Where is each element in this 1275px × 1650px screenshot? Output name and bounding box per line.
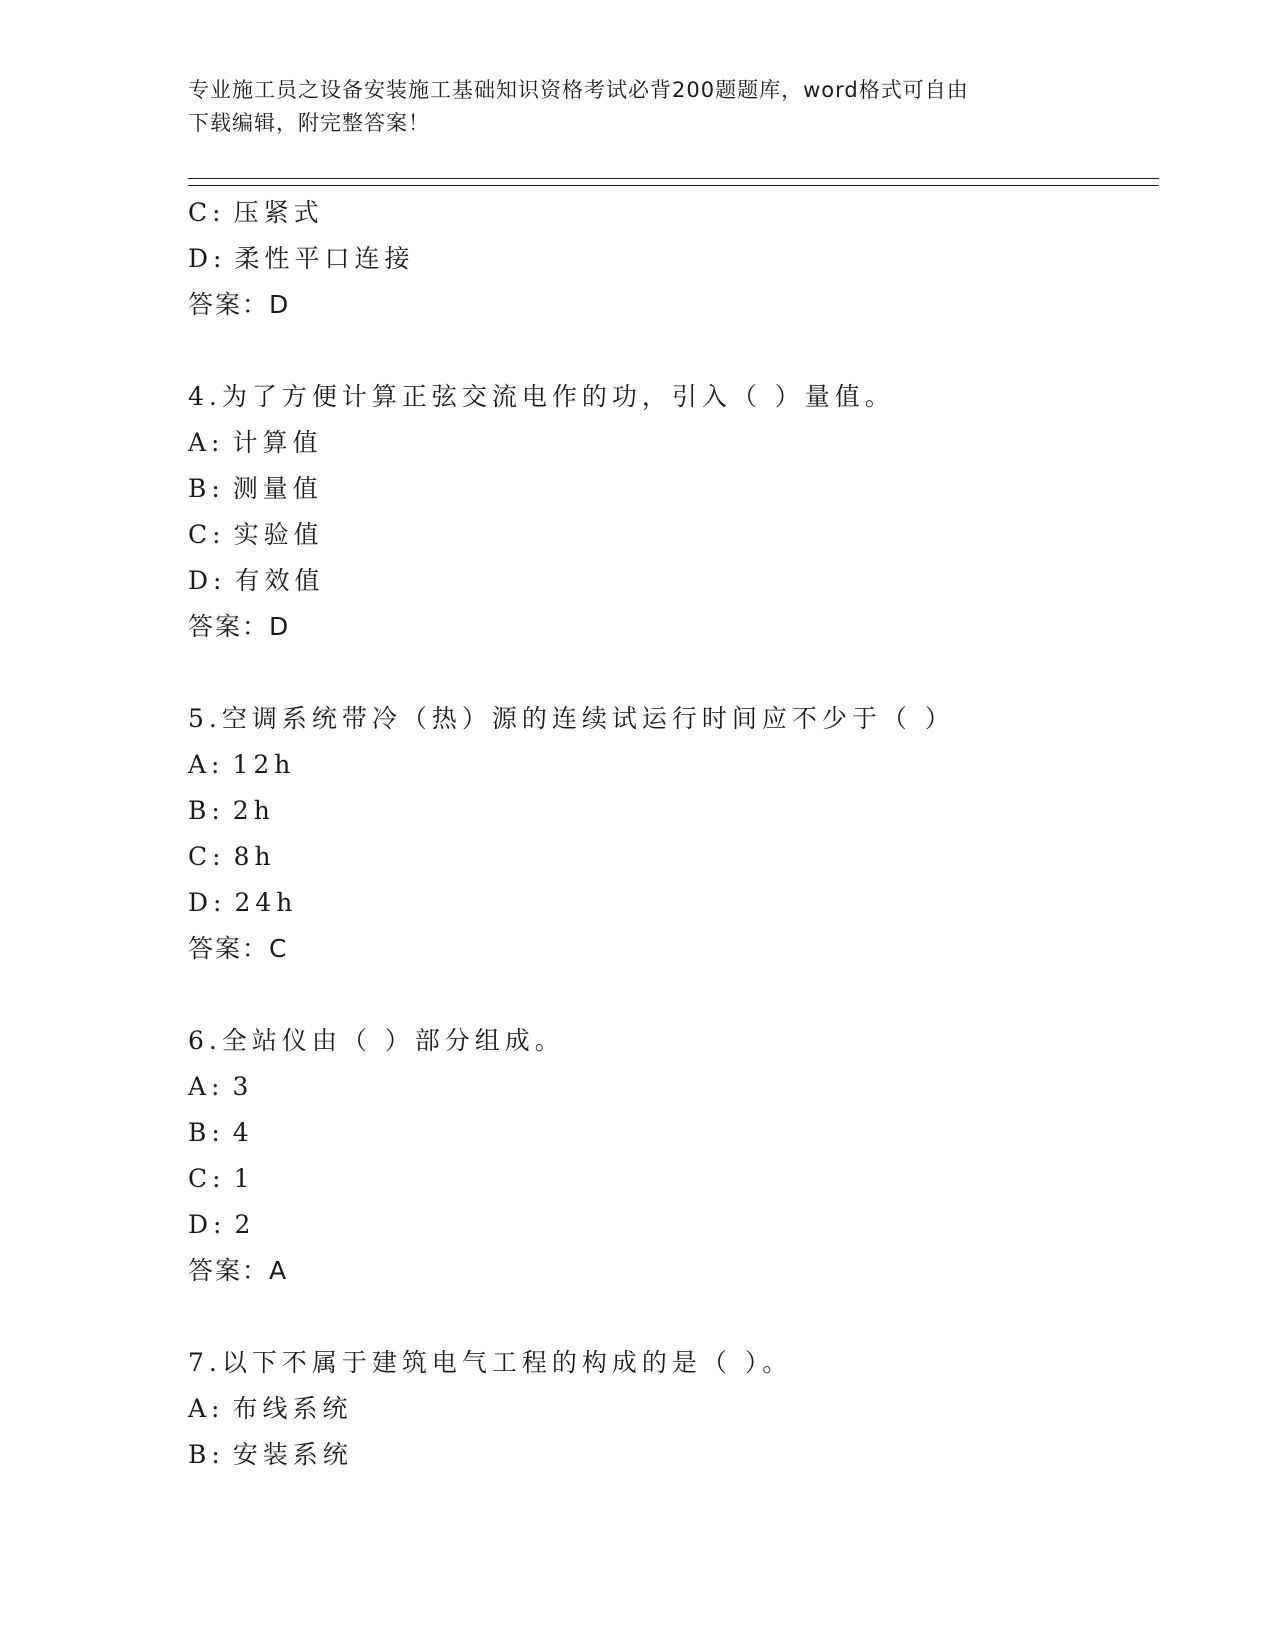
option-text: 3 xyxy=(232,1072,254,1101)
option-label: B: xyxy=(188,796,225,825)
option-text: 测量值 xyxy=(232,474,323,503)
answer-line: 答案：C xyxy=(188,934,289,963)
option-text: 柔性平口连接 xyxy=(234,244,415,273)
option-label: A: xyxy=(188,428,225,457)
option-d xyxy=(188,558,1148,604)
document-header xyxy=(188,74,1088,140)
option-label: A: xyxy=(188,1072,225,1101)
question-6 xyxy=(188,1018,1148,1294)
document-title-line-1: 专业施工员之设备安装施工基础知识资格考试必背200题题库，word格式可自由 xyxy=(188,78,969,102)
option-c xyxy=(188,512,1148,558)
option-text: 4 xyxy=(232,1118,254,1147)
option-c xyxy=(188,834,1148,880)
question-7 xyxy=(188,1340,1148,1478)
option-text: 实验值 xyxy=(233,520,324,549)
option-label: B: xyxy=(188,1440,225,1469)
question-stem: 5.空调系统带冷（热）源的连续试运行时间应不少于（ ） xyxy=(188,704,955,733)
option-label: D: xyxy=(188,566,227,595)
option-label: D: xyxy=(188,888,227,917)
answer-line: 答案：A xyxy=(188,1256,289,1285)
option-b xyxy=(188,1110,1148,1156)
option-a xyxy=(188,420,1148,466)
option-text: 压紧式 xyxy=(233,198,324,227)
option-b xyxy=(188,1432,1148,1478)
option-text: 计算值 xyxy=(232,428,323,457)
option-label: B: xyxy=(188,1118,225,1147)
option-d xyxy=(188,236,1148,282)
option-text: 1 xyxy=(233,1164,255,1193)
option-c xyxy=(188,1156,1148,1202)
answer-line: 答案：D xyxy=(188,290,291,319)
option-label: D: xyxy=(188,244,227,273)
option-a xyxy=(188,742,1148,788)
option-text: 有效值 xyxy=(234,566,325,595)
option-text: 布线系统 xyxy=(232,1394,353,1423)
question-5 xyxy=(188,696,1148,972)
header-divider xyxy=(188,178,1159,186)
option-b xyxy=(188,788,1148,834)
option-d xyxy=(188,1202,1148,1248)
option-c xyxy=(188,190,1148,236)
question-stem: 6.全站仪由（ ）部分组成。 xyxy=(188,1026,565,1055)
option-b xyxy=(188,466,1148,512)
option-label: C: xyxy=(188,842,226,871)
option-a xyxy=(188,1064,1148,1110)
option-label: B: xyxy=(188,474,225,503)
option-text: 2h xyxy=(232,796,275,825)
option-label: C: xyxy=(188,520,226,549)
option-label: C: xyxy=(188,1164,226,1193)
question-4 xyxy=(188,374,1148,650)
option-d xyxy=(188,880,1148,926)
document-title-line-2: 下载编辑，附完整答案！ xyxy=(188,111,430,135)
option-label: A: xyxy=(188,750,225,779)
option-label: C: xyxy=(188,198,226,227)
option-text: 2 xyxy=(234,1210,256,1239)
option-text: 8h xyxy=(233,842,276,871)
question-content xyxy=(188,190,1148,1478)
option-a xyxy=(188,1386,1148,1432)
option-text: 24h xyxy=(234,888,298,917)
option-label: A: xyxy=(188,1394,225,1423)
option-text: 12h xyxy=(232,750,296,779)
option-label: D: xyxy=(188,1210,227,1239)
answer-line: 答案：D xyxy=(188,612,291,641)
question-stem: 7.以下不属于建筑电气工程的构成的是（ ）。 xyxy=(188,1348,793,1377)
option-text: 安装系统 xyxy=(232,1440,353,1469)
question-stem: 4.为了方便计算正弦交流电作的功，引入（ ）量值。 xyxy=(188,382,895,411)
continued-question xyxy=(188,190,1148,328)
